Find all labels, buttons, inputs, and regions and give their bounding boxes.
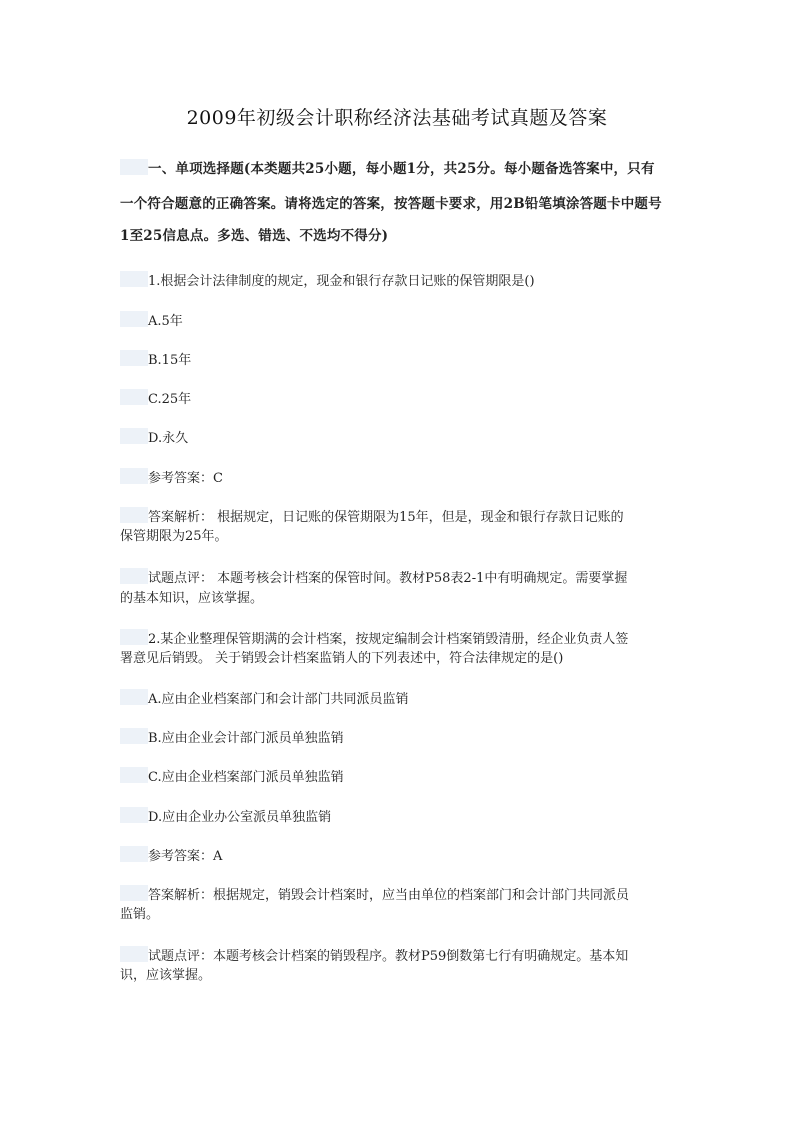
indent-shade <box>120 689 148 705</box>
q2-comment-line-1: 试题点评：本题考核会计档案的销毁程序。教材P59倒数第七行有明确规定。基本知 <box>120 946 680 967</box>
indent-shade <box>120 389 148 405</box>
indent-shade <box>120 428 148 444</box>
q2-stem-line-1: 2.某企业整理保管期满的会计档案，按规定编制会计档案销毁清册，经企业负责人签 <box>120 629 680 650</box>
q1-option-d: D.永久 <box>120 428 680 449</box>
indent-shade <box>120 946 148 962</box>
q1-option-b: B.15年 <box>120 350 680 371</box>
section-heading-line-2: 一个符合题意的正确答案。请将选定的答案，按答题卡要求，用2B铅笔填涂答题卡中题号 <box>120 196 662 212</box>
q2-option-c: C.应由企业档案部门派员单独监销 <box>120 767 680 788</box>
indent-shade <box>120 629 148 645</box>
q1-option-c: C.25年 <box>120 389 680 410</box>
indent-shade <box>120 885 148 901</box>
indent-shade <box>120 159 148 175</box>
document-title: 2009年初级会计职称经济法基础考试真题及答案 <box>186 107 608 129</box>
indent-shade <box>120 846 148 862</box>
q1-comment-line-2: 的基本知识，应该掌握。 <box>120 591 264 606</box>
indent-shade <box>120 311 148 327</box>
q1-stem: 1.根据会计法律制度的规定，现金和银行存款日记账的保管期限是() <box>120 271 680 292</box>
indent-shade <box>120 468 148 484</box>
q1-answer: 参考答案：C <box>120 468 680 489</box>
section-heading-line-3: 1至25信息点。多选、错选、不选均不得分) <box>120 228 389 244</box>
q2-comment-line-2: 识，应该掌握。 <box>120 968 212 983</box>
q2-answer: 参考答案：A <box>120 846 680 867</box>
section-heading-line-1: 一、单项选择题(本类题共25小题，每小题1分，共25分。每小题备选答案中，只有 <box>120 159 680 179</box>
indent-shade <box>120 807 148 823</box>
q1-option-a: A.5年 <box>120 311 680 332</box>
indent-shade <box>120 507 148 523</box>
q1-analysis-line-1: 答案解析： 根据规定，日记账的保管期限为15年，但是，现金和银行存款日记账的 <box>120 507 680 528</box>
q2-option-b: B.应由企业会计部门派员单独监销 <box>120 728 680 749</box>
q1-analysis-line-2: 保管期限为25年。 <box>120 529 228 544</box>
indent-shade <box>120 350 148 366</box>
indent-shade <box>120 767 148 783</box>
q2-option-d: D.应由企业办公室派员单独监销 <box>120 807 680 828</box>
indent-shade <box>120 728 148 744</box>
q2-analysis-line-2: 监销。 <box>120 907 160 922</box>
q2-option-a: A.应由企业档案部门和会计部门共同派员监销 <box>120 689 680 710</box>
q2-stem-line-2: 署意见后销毁。 关于销毁会计档案监销人的下列表述中，符合法律规定的是() <box>120 651 564 666</box>
q2-analysis-line-1: 答案解析：根据规定，销毁会计档案时，应当由单位的档案部门和会计部门共同派员 <box>120 885 680 906</box>
indent-shade <box>120 271 148 287</box>
indent-shade <box>120 568 148 584</box>
q1-comment-line-1: 试题点评： 本题考核会计档案的保管时间。教材P58表2-1中有明确规定。需要掌握 <box>120 568 680 589</box>
